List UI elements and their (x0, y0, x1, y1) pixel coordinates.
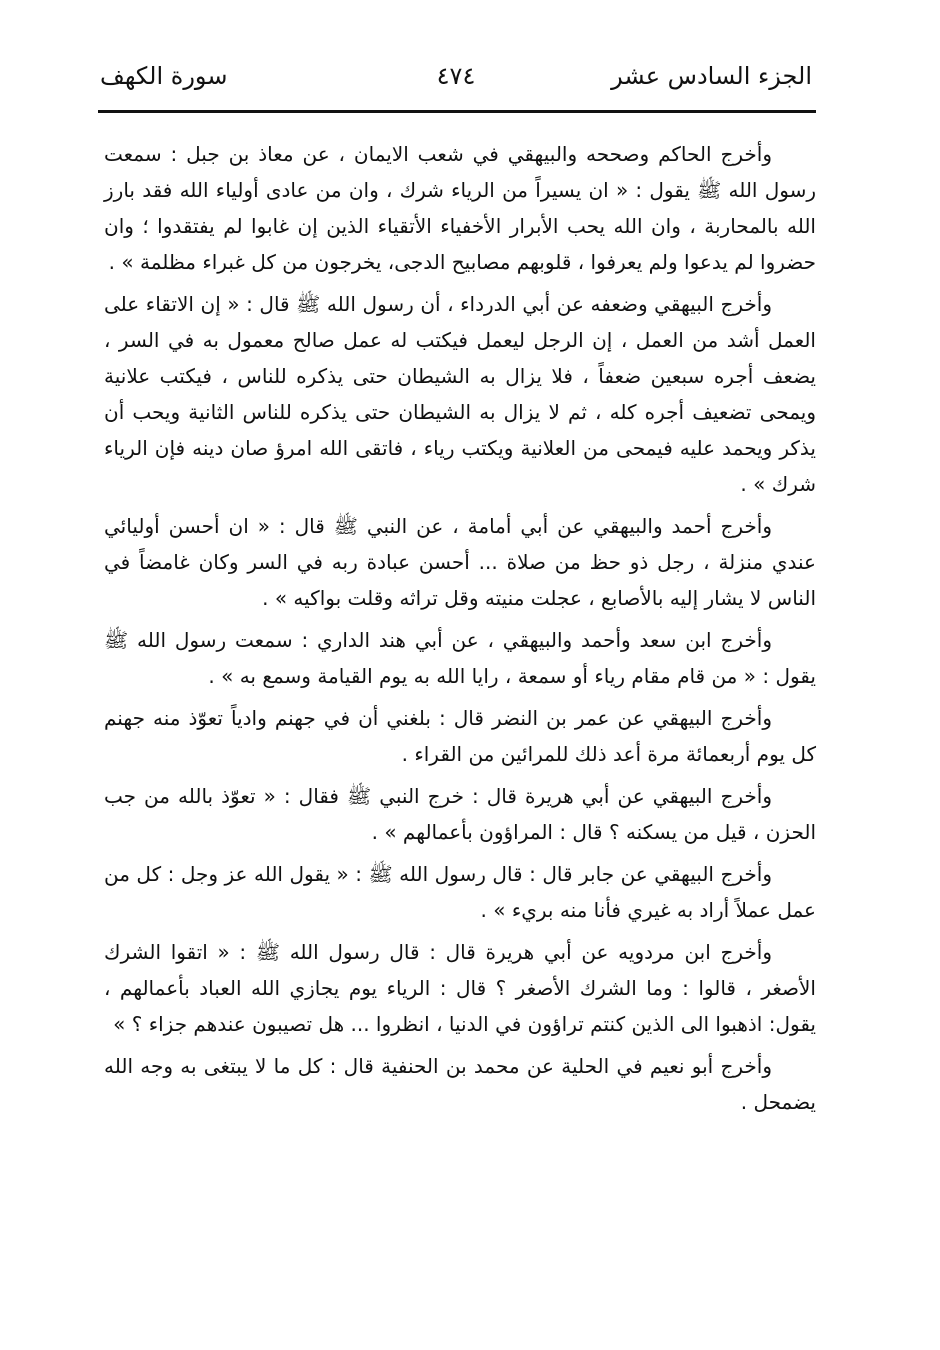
paragraph-2: وأخرج البيهقي وضعفه عن أبي الدرداء ، أن رسول الله ﷺ قال : « إن الاتقاء على العمل أشد من العمل ، إن الرجل ليعمل فيكتب له عمل صالح معمول به في السر ، يضعف أجره سبعين ضعفاً ، فلا يزال به الشيطان حتى يذكره للناس ، فيكتب علانية ويمحى تضعيف أجره كله ، ثم لا يزال به الشيطان حتى يذكره للناس الثانية ويحب أن يذكر ويحمد عليه فيمحى من العلانية ويكتب رياء ، فاتقى الله امرؤ صان دينه فإن الرياء شرك » . (104, 292, 816, 496)
running-header (100, 62, 812, 102)
surah-title: سورة الكهف (100, 62, 228, 90)
paragraph-7: وأخرج البيهقي عن جابر قال : قال رسول الله ﷺ : « يقول الله عز وجل : كل من عمل عملاً أراد به غيري فأنا منه بريء » . (104, 862, 816, 922)
paragraph-4: وأخرج ابن سعد وأحمد والبيهقي ، عن أبي هند الداري : سمعت رسول الله ﷺ يقول : « من قام مقام رياء أو سمعة ، رايا الله به يوم القيامة وسمع به » . (104, 628, 816, 688)
paragraph-1: وأخرج الحاكم وصححه والبيهقي في شعب الايمان ، عن معاذ بن جبل : سمعت رسول الله ﷺ يقول : « ان يسيراً من الرياء شرك ، وان من عادى أولياء الله فقد بارز الله بالمحاربة ، وان الله يحب الأبرار الأخفياء الأتقياء الذين إن غابوا لم يفتقدوا ؛ وان حضروا لم يدعوا ولم يعرفوا ، قلوبهم مصابيح الدجى، يخرجون من كل غبراء مظلمة » . (104, 142, 816, 274)
header-rule (98, 110, 816, 113)
paragraph-8: وأخرج ابن مردويه عن أبي هريرة قال : قال رسول الله ﷺ : « اتقوا الشرك الأصغر ، قالوا : وما الشرك الأصغر ؟ قال : الرياء يوم يجازي الله العباد بأعمالهم ، يقول: اذهبوا الى الذين كنتم تراؤون في الدنيا ، انظروا ... هل تصيبون عندهم جزاء ؟ » (104, 940, 816, 1036)
paragraph-3: وأخرج أحمد والبيهقي عن أبي أمامة ، عن النبي ﷺ قال : « ان أحسن أوليائي عندي منزلة ، رجل ذو حظ من صلاة ... أحسن عبادة ربه في السر وكان غامضاً في الناس لا يشار إليه بالأصابع ، عجلت منيته وقل تراثه وقلت بواكيه » . (104, 514, 816, 610)
page-body (104, 136, 816, 1120)
paragraph-9: وأخرج أبو نعيم في الحلية عن محمد بن الحنفية قال : كل ما لا يبتغى به وجه الله يضمحل . (104, 1054, 816, 1114)
paragraph-5: وأخرج البيهقي عن عمر بن النضر قال : بلغني أن في جهنم وادياً تعوّذ منه جهنم كل يوم أربعمائة مرة أعد ذلك للمرائين من القراء . (104, 706, 816, 766)
page-number: ٤٧٤ (436, 62, 476, 90)
part-title: الجزء السادس عشر (611, 62, 812, 90)
paragraph-6: وأخرج البيهقي عن أبي هريرة قال : خرج النبي ﷺ فقال : « تعوّذ بالله من جب الحزن ، قيل من يسكنه ؟ قال : المراؤون بأعمالهم » . (104, 784, 816, 844)
